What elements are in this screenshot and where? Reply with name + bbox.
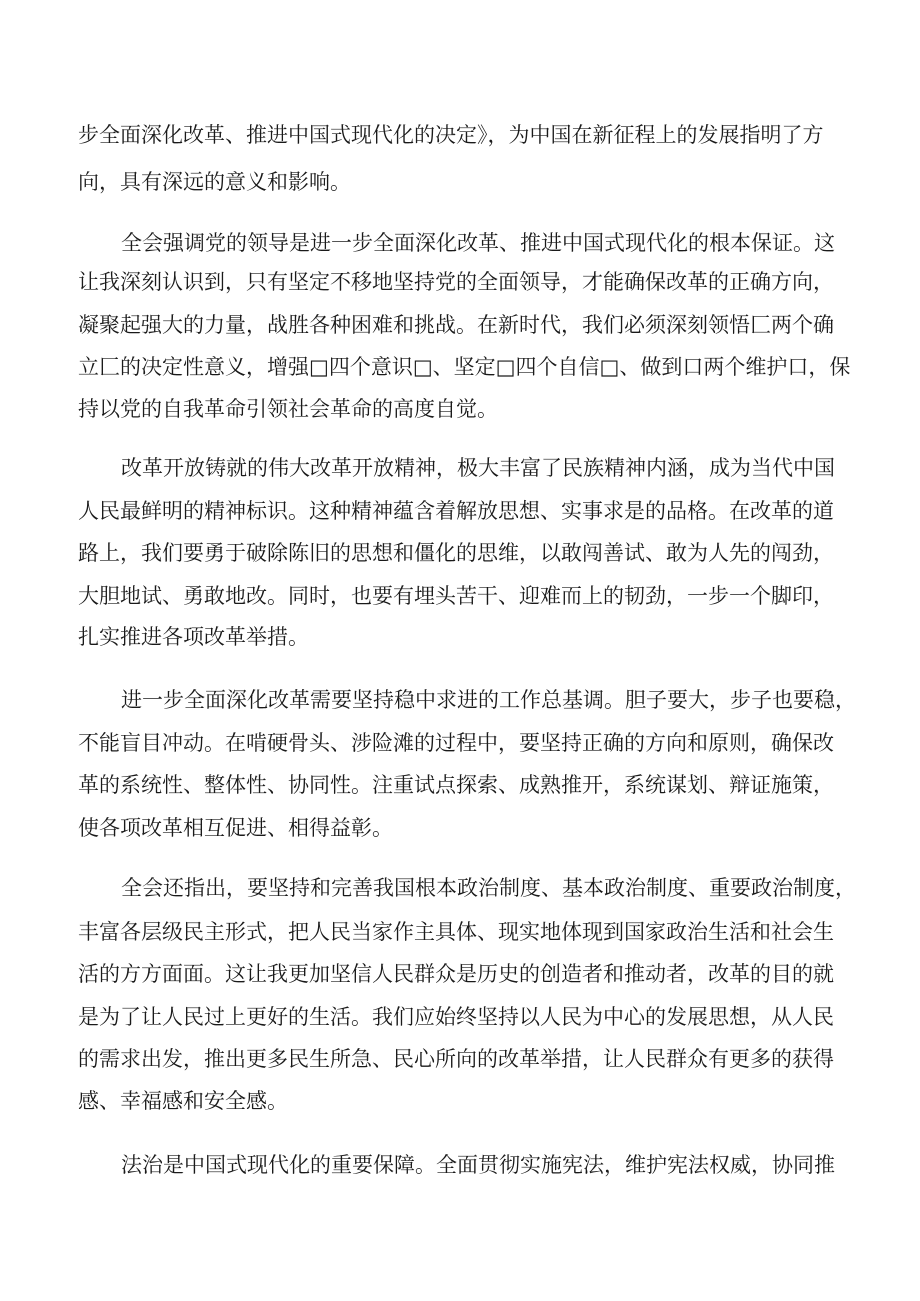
paragraph-line: 步全面深化改革、推进中国式现代化的决定》，为中国在新征程上的发展指明了方: [78, 123, 824, 147]
paragraph-line: 革的系统性、整体性、协同性。注重试点探索、成熟推开，系统谋划、辩证施策，: [78, 773, 834, 797]
paragraph-line: 凝聚起强大的力量，战胜各种困难和挑战。在新时代，我们必须深刻领悟匚两个确: [78, 313, 834, 337]
paragraph-line: 进一步全面深化改革需要坚持稳中求进的工作总基调。胆子要大，步子也要稳，: [121, 688, 856, 712]
paragraph-line: 让我深刻认识到，只有坚定不移地坚持党的全面领导，才能确保改革的正确方向，: [78, 270, 834, 294]
paragraph-line: 使各项改革相互促进、相得益彰。: [78, 816, 393, 840]
paragraph-line: 全会还指出，要坚持和完善我国根本政治制度、基本政治制度、重要政治制度，: [121, 876, 856, 900]
paragraph-line: 感、幸福感和安全感。: [78, 1089, 288, 1113]
paragraph-line: 法治是中国式现代化的重要保障。全面贯彻实施宪法，维护宪法权威，协同推: [121, 1153, 835, 1177]
paragraph-line: 的需求出发，推出更多民生所急、民心所向的改革举措，让人民群众有更多的获得: [78, 1047, 834, 1071]
paragraph-line: 人民最鲜明的精神标识。这种精神蕴含着解放思想、实事求是的品格。在改革的道: [78, 499, 834, 523]
paragraph-line: 持以党的自我革命引领社会革命的高度自觉。: [78, 397, 498, 421]
paragraph-line: 活的方方面面。这让我更加坚信人民群众是历史的创造者和推动者，改革的目的就: [78, 962, 834, 986]
paragraph-line: 丰富各层级民主形式，把人民当家作主具体、现实地体现到国家政治生活和社会生: [78, 920, 834, 944]
paragraph-line: 路上，我们要勇于破除陈旧的思想和僵化的思维，以敢闯善试、敢为人先的闯劲，: [78, 541, 834, 565]
paragraph-line: 全会强调党的领导是进一步全面深化改革、推进中国式现代化的根本保证。这: [121, 231, 835, 255]
paragraph-line: 大胆地试、勇敢地改。同时，也要有埋头苦干、迎难而上的韧劲，一步一个脚印，: [78, 584, 834, 608]
paragraph-line: 向，具有深远的意义和影响。: [78, 170, 351, 194]
paragraph-line: 立匚的决定性意义，增强□四个意识□、坚定□四个自信□、做到口两个维护口，保: [78, 355, 851, 379]
paragraph-line: 不能盲目冲动。在啃硬骨头、涉险滩的过程中，要坚持正确的方向和原则，确保改: [78, 731, 834, 755]
paragraph-line: 是为了让人民过上更好的生活。我们应始终坚持以人民为中心的发展思想，从人民: [78, 1005, 834, 1029]
paragraph-line: 改革开放铸就的伟大改革开放精神，极大丰富了民族精神内涵，成为当代中国: [121, 456, 835, 480]
paragraph-line: 扎实推进各项改革举措。: [78, 625, 309, 649]
